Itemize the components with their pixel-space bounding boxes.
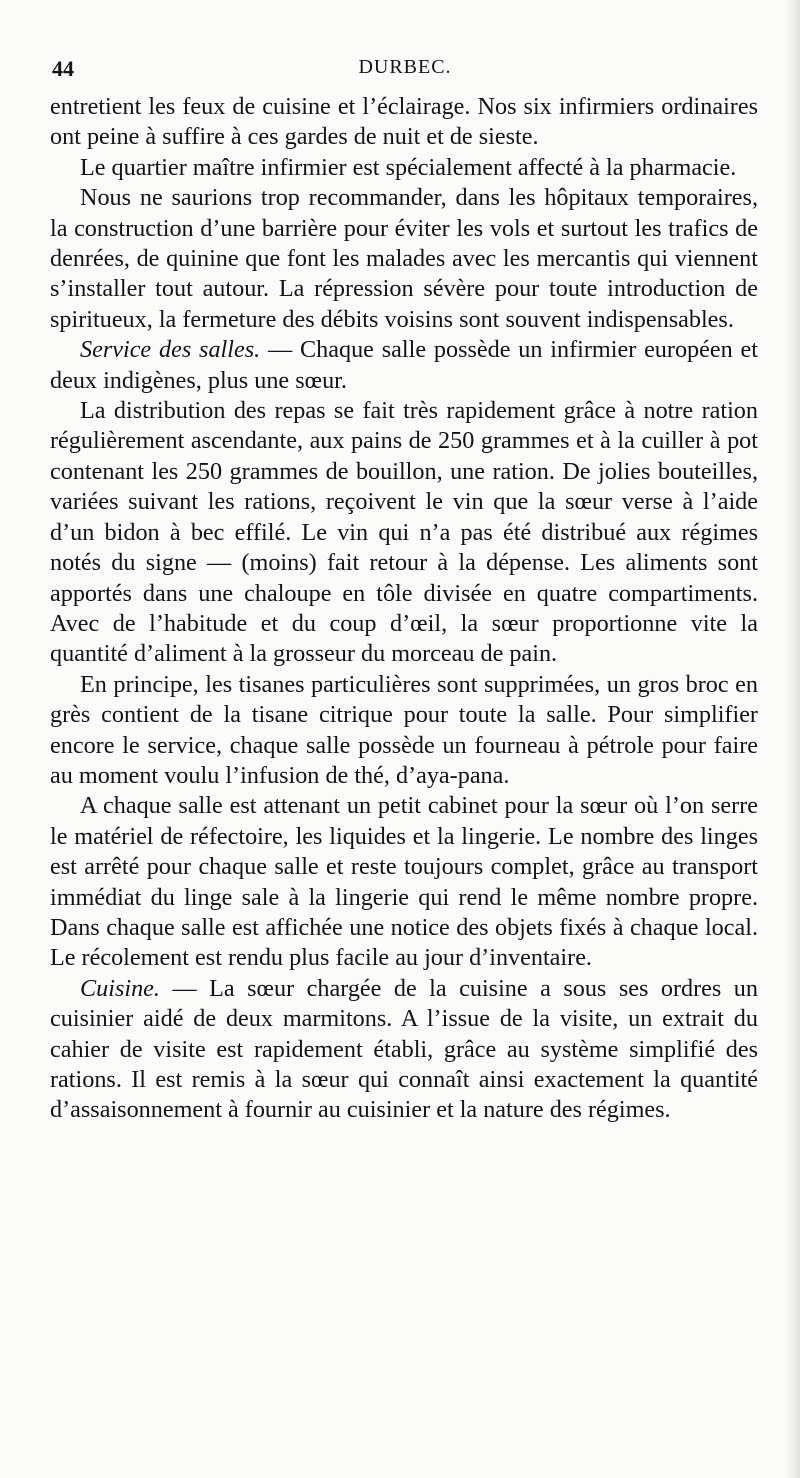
- page-edge-shadow: [786, 0, 800, 1478]
- paragraph-text: — La sœur chargée de la cuisine a sous ses ordres un cuisinier aidé de deux marmitons. A l’issue de la visite, un extrait du cahier de visite est rapidement établi, grâce au système simplifié des rations. Il est remis à la sœur qui connaît ainsi exactement la quantité d’assaisonnement à fournir au cuisinier et la nature des régimes.: [50, 974, 758, 1124]
- running-head: [52, 56, 758, 86]
- paragraph-cuisine: [50, 974, 758, 1126]
- running-title: DURBEC.: [358, 56, 452, 78]
- paragraph-text: A chaque salle est attenant un petit cabinet pour la sœur où l’on serre le matériel de réfectoire, les liquides et la lingerie. Le nombre des linges est arrêté pour chaque salle et reste toujours complet, grâce au transport immédiat du linge sale à la lingerie qui rend le même nombre propre. Dans chaque salle est affichée une notice des objets fixés à chaque local. Le récolement est rendu plus facile au jour d’inventaire.: [50, 792, 758, 972]
- paragraph-service-des-salles: [50, 335, 758, 396]
- paragraph: [50, 153, 758, 183]
- page-number: 44: [52, 56, 74, 81]
- paragraph: [50, 396, 758, 670]
- paragraph-text: Le quartier maître infirmier est spécialement affecté à la pharmacie.: [80, 153, 737, 181]
- paragraph: [50, 791, 758, 973]
- paragraph-text: — Chaque salle possède un infirmier européen et deux indigènes, plus une sœur.: [50, 336, 758, 394]
- paragraph: [50, 670, 758, 792]
- paragraph: [50, 183, 758, 335]
- paragraph-text: En principe, les tisanes particulières sont supprimées, un gros broc en grès contient de la tisane citrique pour toute la salle. Pour simplifier encore le service, chaque salle possède un fourneau à pétrole pour faire au moment voulu l’infusion de thé, d’aya-pana.: [50, 670, 758, 789]
- paragraph: [50, 92, 758, 153]
- paragraph-text: entretient les feux de cuisine et l’éclairage. Nos six infirmiers ordinaires ont peine à suffire à ces gardes de nuit et de sieste.: [50, 93, 758, 151]
- paragraph-text: Nous ne saurions trop recommander, dans les hôpitaux temporaires, la construction d’une barrière pour éviter les vols et surtout les trafics de denrées, de quinine que font les malades avec les mercantis qui viennent s’installer tout autour. La répression sévère pour toute introduction de spiritueux, la fermeture des débits voisins sont souvent indispensables.: [50, 184, 758, 333]
- paragraph-text: La distribution des repas se fait très rapidement grâce à notre ration régulièrement ascendante, aux pains de 250 grammes et à la cuiller à pot contenant les 250 grammes de bouillon, une ration. De jolies bouteilles, variées suivant les rations, reçoivent le vin que la sœur verse à l’aide d’un bidon à bec effilé. Le vin qui n’a pas été distribué aux régimes notés du signe — (moins) fait retour à la dépense. Les aliments sont apportés dans une chaloupe en tôle divisée en quatre compartiments. Avec de l’habitude et du coup d’œil, la sœur proportionne vite la quantité d’aliment à la grosseur du morceau de pain.: [50, 397, 758, 668]
- section-heading-cuisine: Cuisine.: [80, 974, 160, 1002]
- body-text: [50, 92, 758, 1126]
- section-heading-service-des-salles: Service des salles.: [80, 336, 261, 364]
